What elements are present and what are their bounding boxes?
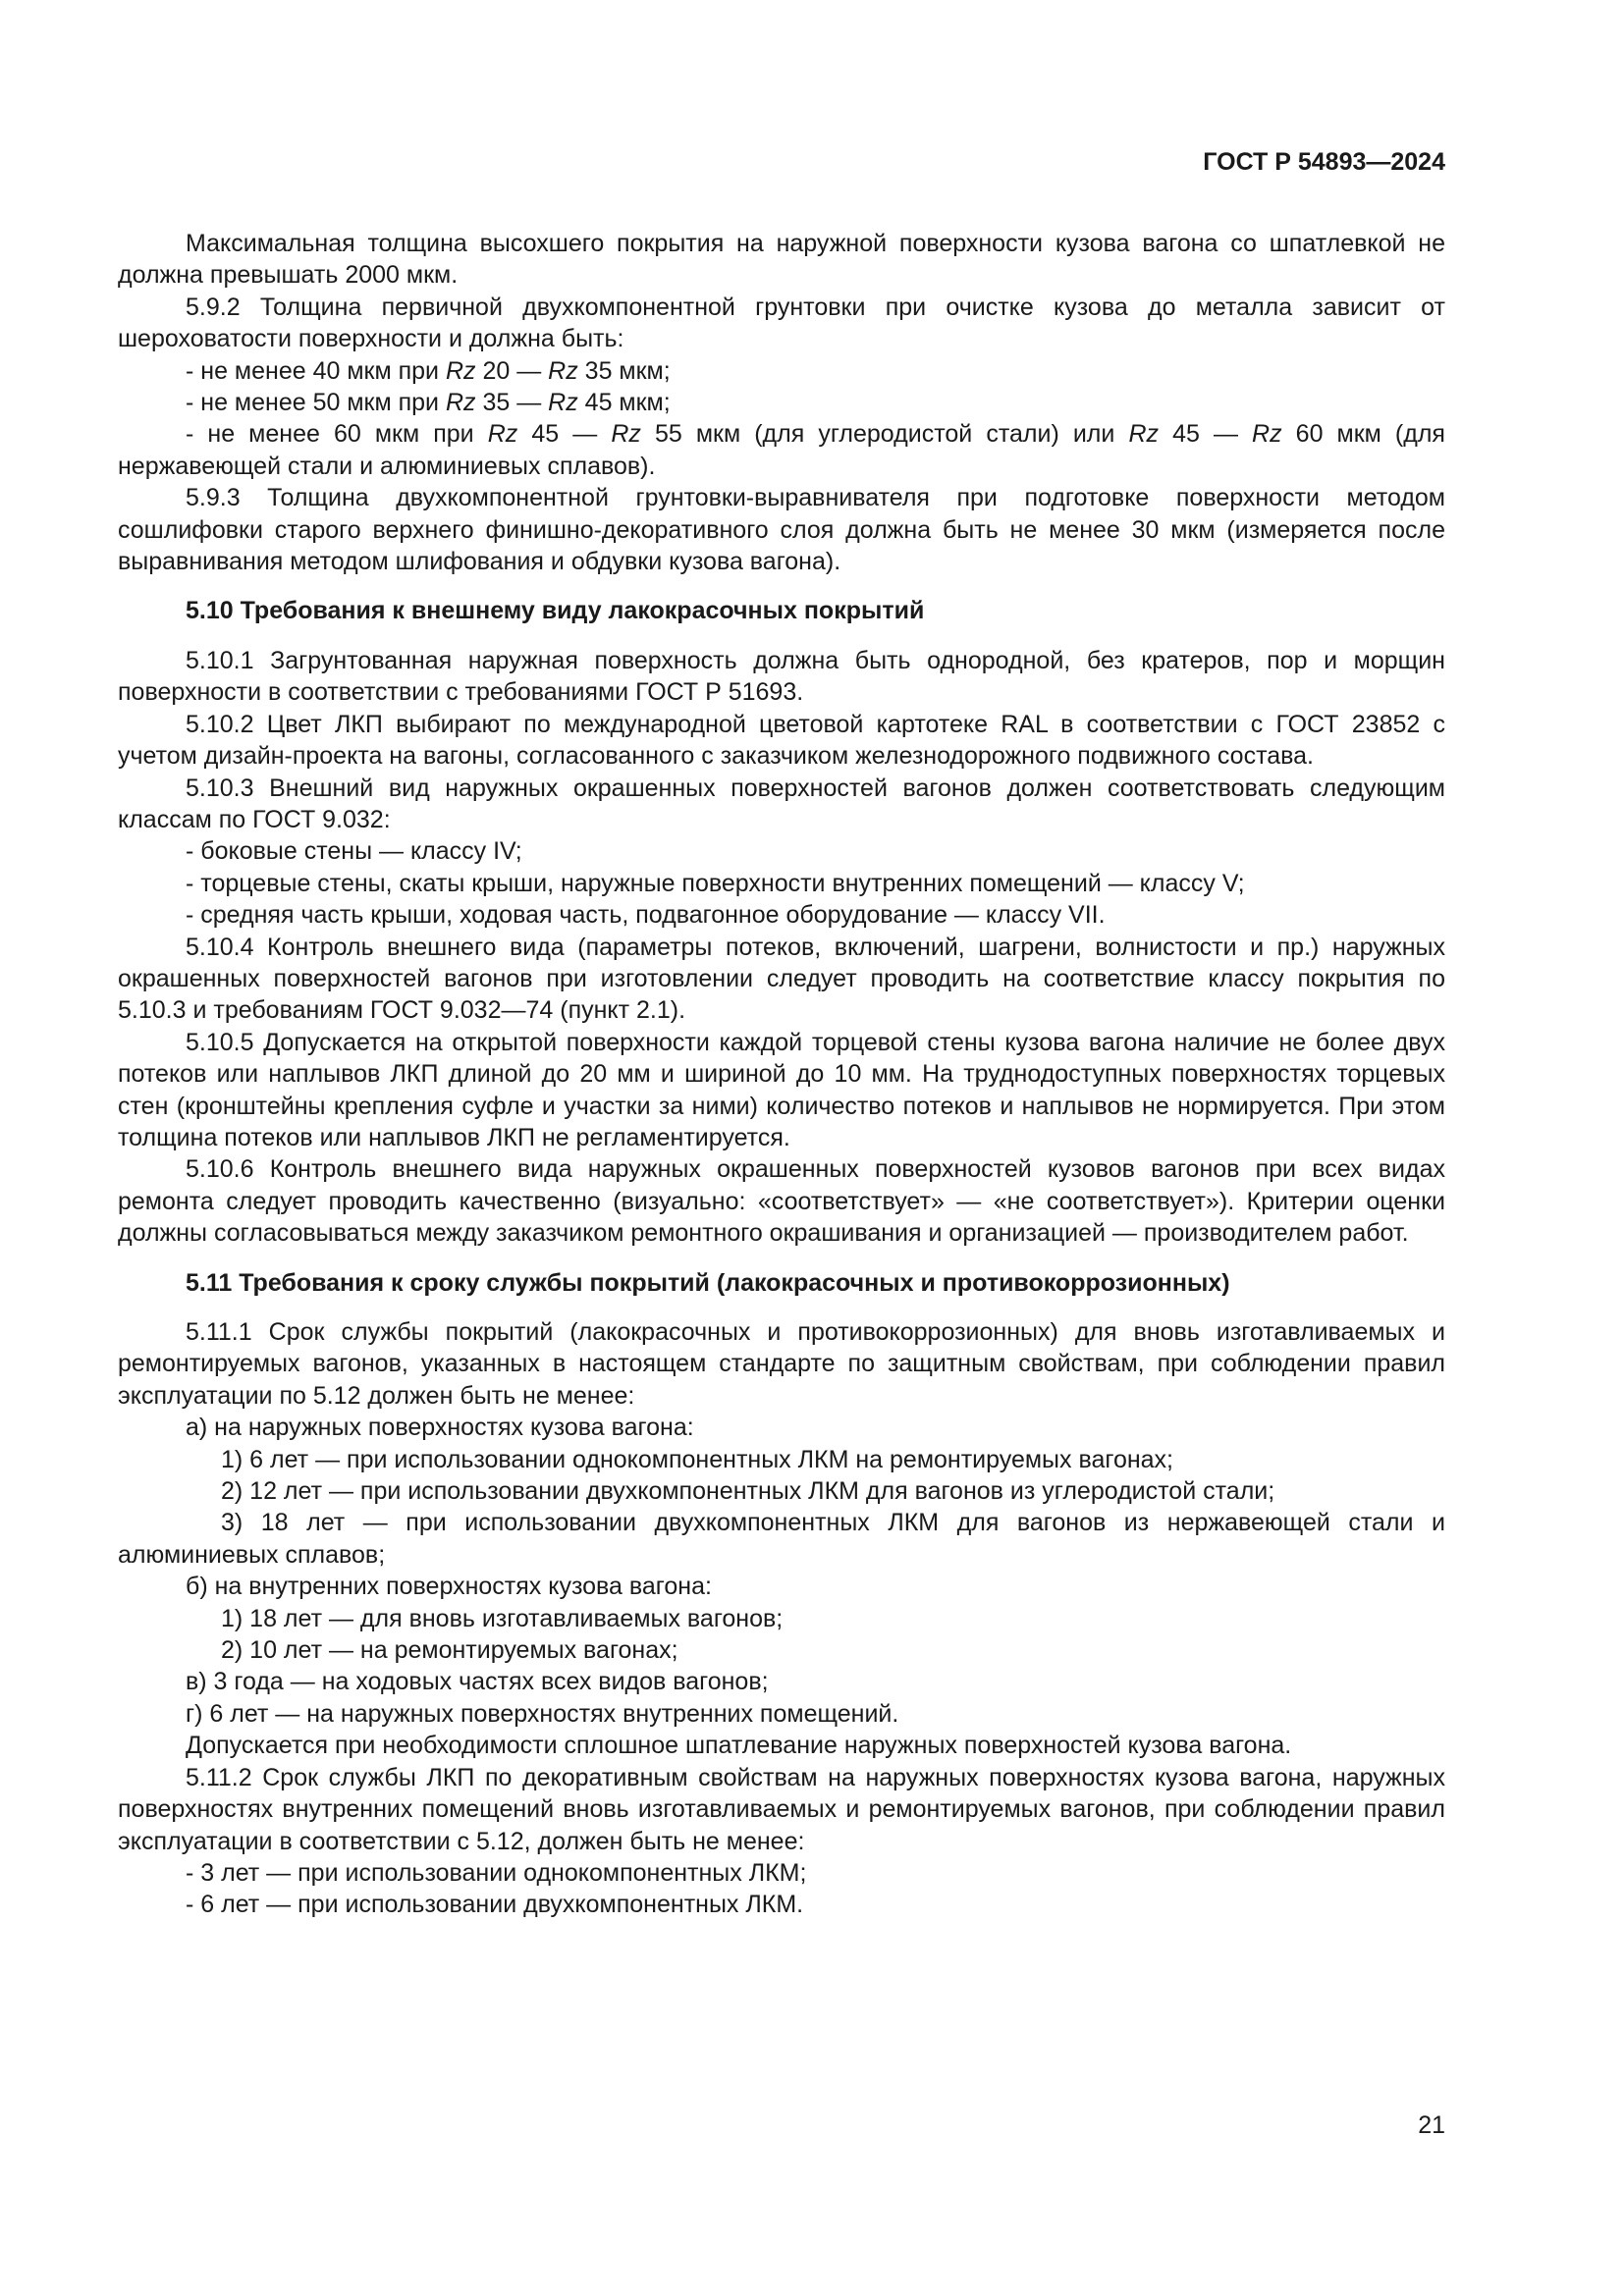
list-item: - средняя часть крыши, ходовая часть, подвагонное оборудование — классу VII. — [186, 901, 1106, 930]
list-item: - торцевые стены, скаты крыши, наружные поверхности внутренних помещений — классу V; — [186, 869, 1245, 897]
list-item-g: г) 6 лет — на наружных поверхностях внутренних помещений. — [186, 1699, 899, 1728]
list-subitem: 3) 18 лет — при использовании двухкомпонентных ЛКМ для вагонов из нержавеющей стали и алюминиевых сплавов; — [118, 1509, 1445, 1569]
clause-5-10-2: 5.10.2 Цвет ЛКП выбирают по международной цветовой картотеке RAL в соответствии с ГОСТ 23852 с учетом дизайн-проекта на вагоны, согласованного с заказчиком железнодорожного подвижного состава. — [118, 710, 1445, 771]
document-body — [118, 228, 1445, 1921]
section-heading-5-11: 5.11 Требования к сроку службы покрытий (лакокрасочных и противокоррозионных) — [186, 1268, 1230, 1297]
clause-5-9-3: 5.9.3 Толщина двухкомпонентной грунтовки-выравнивателя при подготовке поверхности методом сошлифовки старого верхнего финишно-декоративного слоя должна быть не менее 30 мкм (измеряется после выравнивания методом шлифования и обдувки кузова вагона). — [118, 484, 1445, 576]
list-item-a: а) на наружных поверхностях кузова вагона: — [186, 1414, 694, 1442]
clause-5-10-4: 5.10.4 Контроль внешнего вида (параметры потеков, включений, шагрени, волнистости и пр.) наружных окрашенных поверхностей вагонов при изготовлении следует проводить на соответствие классу покрытия по 5.10.3 и требованиям ГОСТ 9.032—74 (пункт 2.1). — [118, 933, 1445, 1025]
list-subitem: 2) 12 лет — при использовании двухкомпонентных ЛКМ для вагонов из углеродистой стали; — [221, 1477, 1275, 1506]
clause-5-10-5: 5.10.5 Допускается на открытой поверхности каждой торцевой стены кузова вагона наличие не более двух потеков или наплывов ЛКП длиной до 20 мм и шириной до 10 мм. На труднодоступных поверхностях торцевых стен (кронштейны крепления суфле и участки за ними) количество потеков и наплывов не нормируется. При этом толщина потеков или наплывов ЛКП не регламентируется. — [118, 1028, 1445, 1151]
list-item: - не менее 40 мкм при Rz 20 — Rz 35 мкм; — [186, 356, 671, 385]
clause-5-11-1: 5.11.1 Срок службы покрытий (лакокрасочных и противокоррозионных) для вновь изготавливаемых и ремонтируемых вагонов, указанных в настоящем стандарте по защитным свойствам, при соблюдении правил эксплуатации по 5.12 должен быть не менее: — [118, 1318, 1445, 1410]
list-subitem: 1) 18 лет — для вновь изготавливаемых вагонов; — [221, 1604, 784, 1632]
list-item: - 3 лет — при использовании однокомпонентных ЛКМ; — [186, 1858, 807, 1887]
list-item: - 6 лет — при использовании двухкомпонентных ЛКМ. — [186, 1891, 804, 1919]
list-item-v: в) 3 года — на ходовых частях всех видов вагонов; — [186, 1668, 769, 1696]
list-item-b: б) на внутренних поверхностях кузова вагона: — [186, 1573, 712, 1601]
clause-5-10-1: 5.10.1 Загрунтованная наружная поверхность должна быть однородной, без кратеров, пор и морщин поверхности в соответствии с требованиями ГОСТ Р 51693. — [118, 646, 1445, 707]
list-subitem: 1) 6 лет — при использовании однокомпонентных ЛКМ на ремонтируемых вагонах; — [221, 1445, 1174, 1473]
list-item: - боковые стены — классу IV; — [186, 837, 522, 866]
list-item: - не менее 50 мкм при Rz 35 — Rz 45 мкм; — [186, 389, 671, 417]
clause-5-10-3: 5.10.3 Внешний вид наружных окрашенных поверхностей вагонов должен соответствовать следующим классам по ГОСТ 9.032: — [118, 774, 1445, 833]
section-heading-5-10: 5.10 Требования к внешнему виду лакокрасочных покрытий — [186, 597, 925, 625]
clause-5-10-6: 5.10.6 Контроль внешнего вида наружных окрашенных поверхностей кузовов вагонов при всех видах ремонта следует проводить качественно (визуально: «соответствует» — «не соответствует»). Критерии оценки должны согласовываться между заказчиком ремонтного окрашивания и организацией — производителем работ. — [118, 1155, 1445, 1248]
clause-5-11-2: 5.11.2 Срок службы ЛКП по декоративным свойствам на наружных поверхностях кузова вагона, наружных поверхностях внутренних помещений вновь изготавливаемых и ремонтируемых вагонов, при соблюдении правил эксплуатации в соответствии с 5.12, должен быть не менее: — [118, 1763, 1445, 1855]
paragraph: Максимальная толщина высохшего покрытия на наружной поверхности кузова вагона со шпатлевкой не должна превышать 2000 мкм. — [118, 230, 1445, 290]
list-item: - не менее 60 мкм при Rz 45 — Rz 55 мкм (для углеродистой стали) или Rz 45 — Rz 60 мкм (для нержавеющей стали и алюминиевых сплавов). — [118, 420, 1445, 480]
clause-5-9-2: 5.9.2 Толщина первичной двухкомпонентной грунтовки при очистке кузова до металла зависит от шероховатости поверхности и должна быть: — [118, 293, 1445, 353]
paragraph: Допускается при необходимости сплошное шпатлевание наружных поверхностей кузова вагона. — [186, 1732, 1292, 1760]
page-number: 21 — [1418, 2111, 1445, 2139]
list-subitem: 2) 10 лет — на ремонтируемых вагонах; — [221, 1636, 678, 1665]
document-header: ГОСТ Р 54893—2024 — [1203, 148, 1445, 176]
